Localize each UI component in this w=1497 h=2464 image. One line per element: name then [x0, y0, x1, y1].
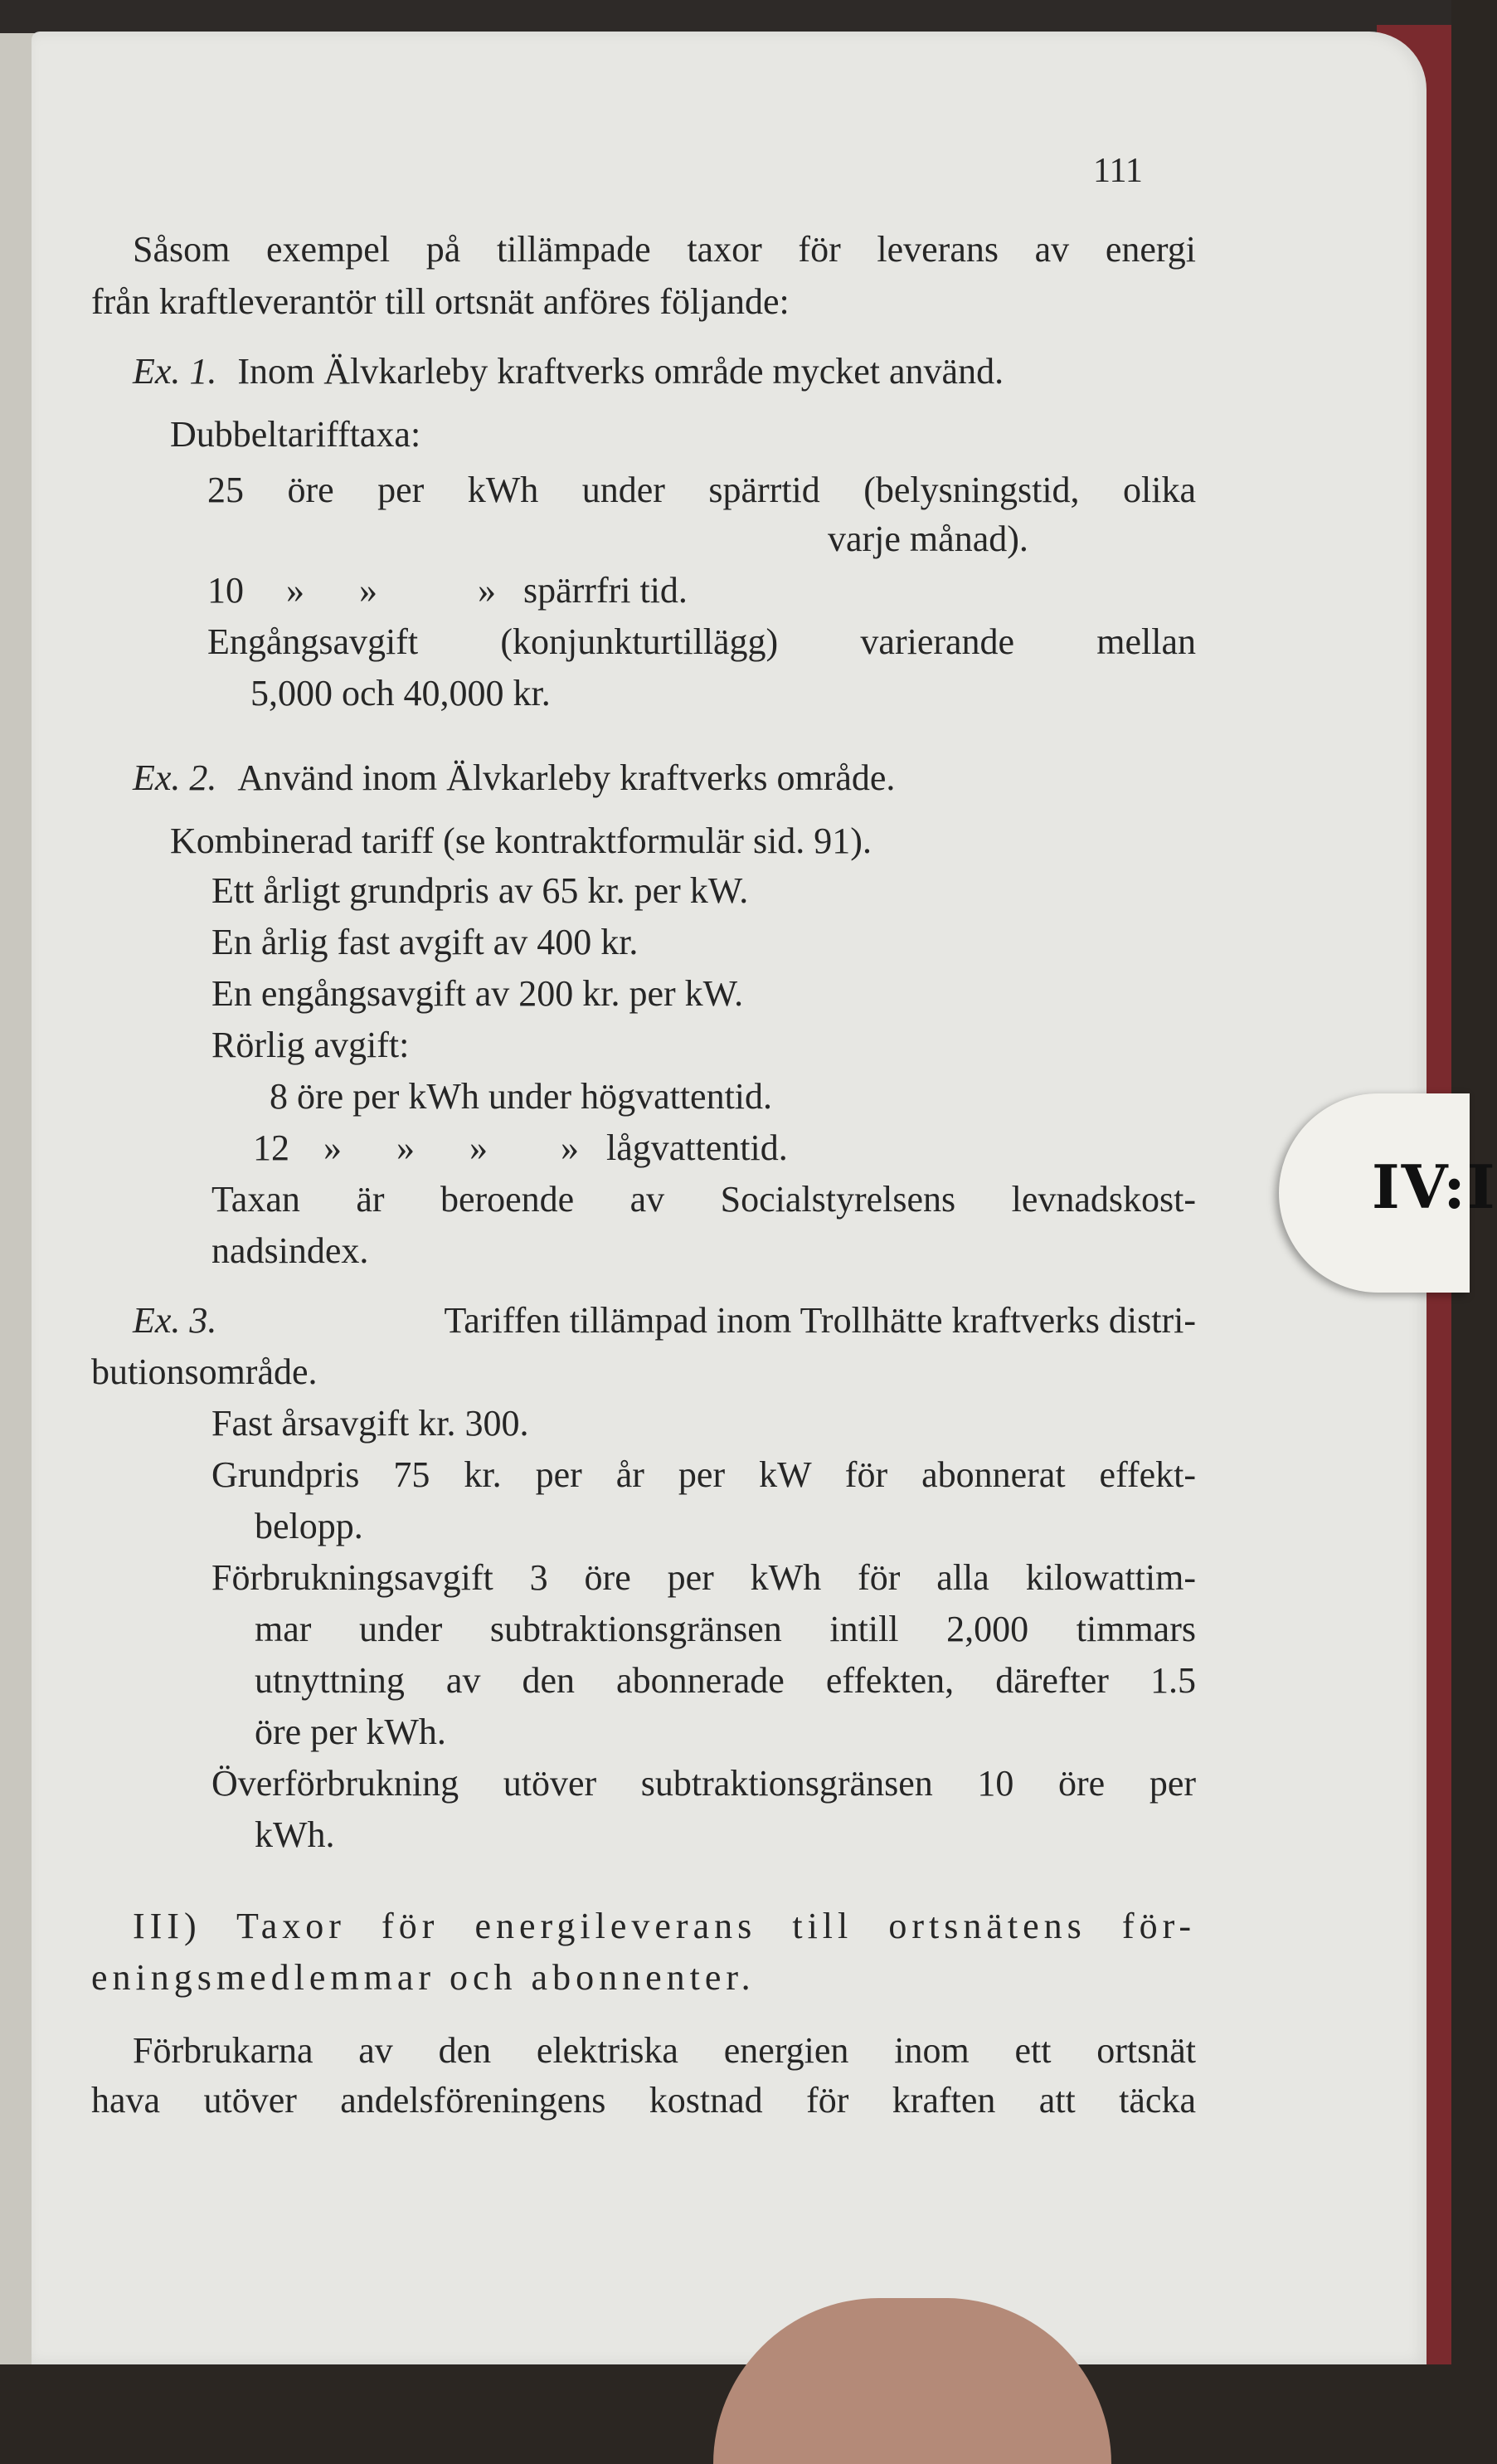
ex2-heading	[133, 757, 895, 800]
ex2-line-3: En årlig fast avgift av 400 kr.	[211, 922, 639, 962]
ex3-line-1: Fast årsavgift kr. 300.	[211, 1403, 529, 1444]
ex2-line-7-num: 12	[253, 1127, 289, 1168]
ex1-rate-2-ditto: » » »	[286, 570, 496, 611]
ex3-title-cont: butionsområde.	[91, 1351, 318, 1392]
ex1-rate-1-cont: varje månad).	[828, 519, 1028, 559]
section3-heading-1: III) Taxor för energileverans till ortsnätens för-	[133, 1906, 1196, 1946]
ex3-label: Ex. 3.	[133, 1300, 217, 1341]
ex1-subtitle: Dubbeltarifftaxa:	[170, 414, 421, 455]
thumb-index-label: IV:I	[1372, 1152, 1497, 1222]
thumb-index-tab[interactable]	[1279, 1093, 1497, 1293]
ex3-line-9: kWh.	[255, 1814, 335, 1855]
ex2-line-4: En engångsavgift av 200 kr. per kW.	[211, 973, 744, 1014]
ex3-line-4: Förbrukningsavgift 3 öre per kWh för alla kilowattim-	[211, 1557, 1196, 1598]
ex1-rate-2-num: 10	[207, 570, 244, 611]
ex2-label: Ex. 2.	[133, 757, 217, 798]
ex3-line-2: Grundpris 75 kr. per år per kW för abonnerat effekt-	[211, 1454, 1196, 1495]
ex1-title: Inom Älvkarleby kraftverks område mycket använd.	[237, 351, 1004, 392]
ex2-line-5: Rörlig avgift:	[211, 1025, 410, 1065]
ex3-line-8: Överförbrukning utöver subtraktionsgränsen 10 öre per	[211, 1763, 1196, 1804]
ex2-line-8: Taxan är beroende av Socialstyrelsens levnadskost-	[211, 1179, 1196, 1220]
ex3-line-3: belopp.	[255, 1506, 363, 1546]
ex3-line-5: mar under subtraktionsgränsen intill 2,000 timmars	[255, 1609, 1196, 1649]
ex2-line-9: nadsindex.	[211, 1230, 369, 1271]
ex2-line-7-text: lågvattentid.	[606, 1127, 788, 1168]
ex1-rate-2-text: spärrfri tid.	[523, 570, 688, 611]
ex1-rate-2	[207, 569, 688, 612]
ex3-line-7: öre per kWh.	[255, 1712, 446, 1752]
page-number: 111	[1093, 152, 1143, 190]
ex1-fee-1: Engångsavgift (konjunkturtillägg) varierande mellan	[207, 621, 1196, 662]
ex1-fee-2: 5,000 och 40,000 kr.	[250, 673, 551, 713]
ex2-title: Använd inom Älvkarleby kraftverks område.	[237, 757, 896, 798]
section3-para-line-2: hava utöver andelsföreningens kostnad för kraften att täcka	[91, 2080, 1196, 2121]
ex2-line-2: Ett årligt grundpris av 65 kr. per kW.	[211, 870, 749, 911]
section3-heading-2: eningsmedlemmar och abonnenter.	[91, 1957, 756, 1998]
ex2-line-6: 8 öre per kWh under högvattentid.	[270, 1076, 773, 1117]
ex3-heading	[133, 1299, 1196, 1342]
ex2-line-7-ditto: » » » »	[323, 1127, 579, 1168]
intro-line-2: från kraftleverantör till ortsnät anföres följande:	[91, 281, 790, 322]
ex1-rate-1: 25 öre per kWh under spärrtid (belysningstid, olika	[207, 470, 1196, 510]
ex3-title: Tariffen tillämpad inom Trollhätte kraftverks distri-	[444, 1300, 1196, 1341]
ex2-line-7	[253, 1127, 788, 1170]
section3-para-line-1: Förbrukarna av den elektriska energien inom ett ortsnät	[133, 2030, 1196, 2071]
ex3-line-6: utnyttning av den abonnerade effekten, därefter 1.5	[255, 1660, 1196, 1701]
ex2-line-1: Kombinerad tariff (se kontraktformulär sid. 91).	[170, 821, 872, 861]
ex1-label: Ex. 1.	[133, 351, 217, 392]
intro-line-1: Såsom exempel på tillämpade taxor för leverans av energi	[133, 229, 1196, 270]
ex1-heading	[133, 350, 1004, 393]
